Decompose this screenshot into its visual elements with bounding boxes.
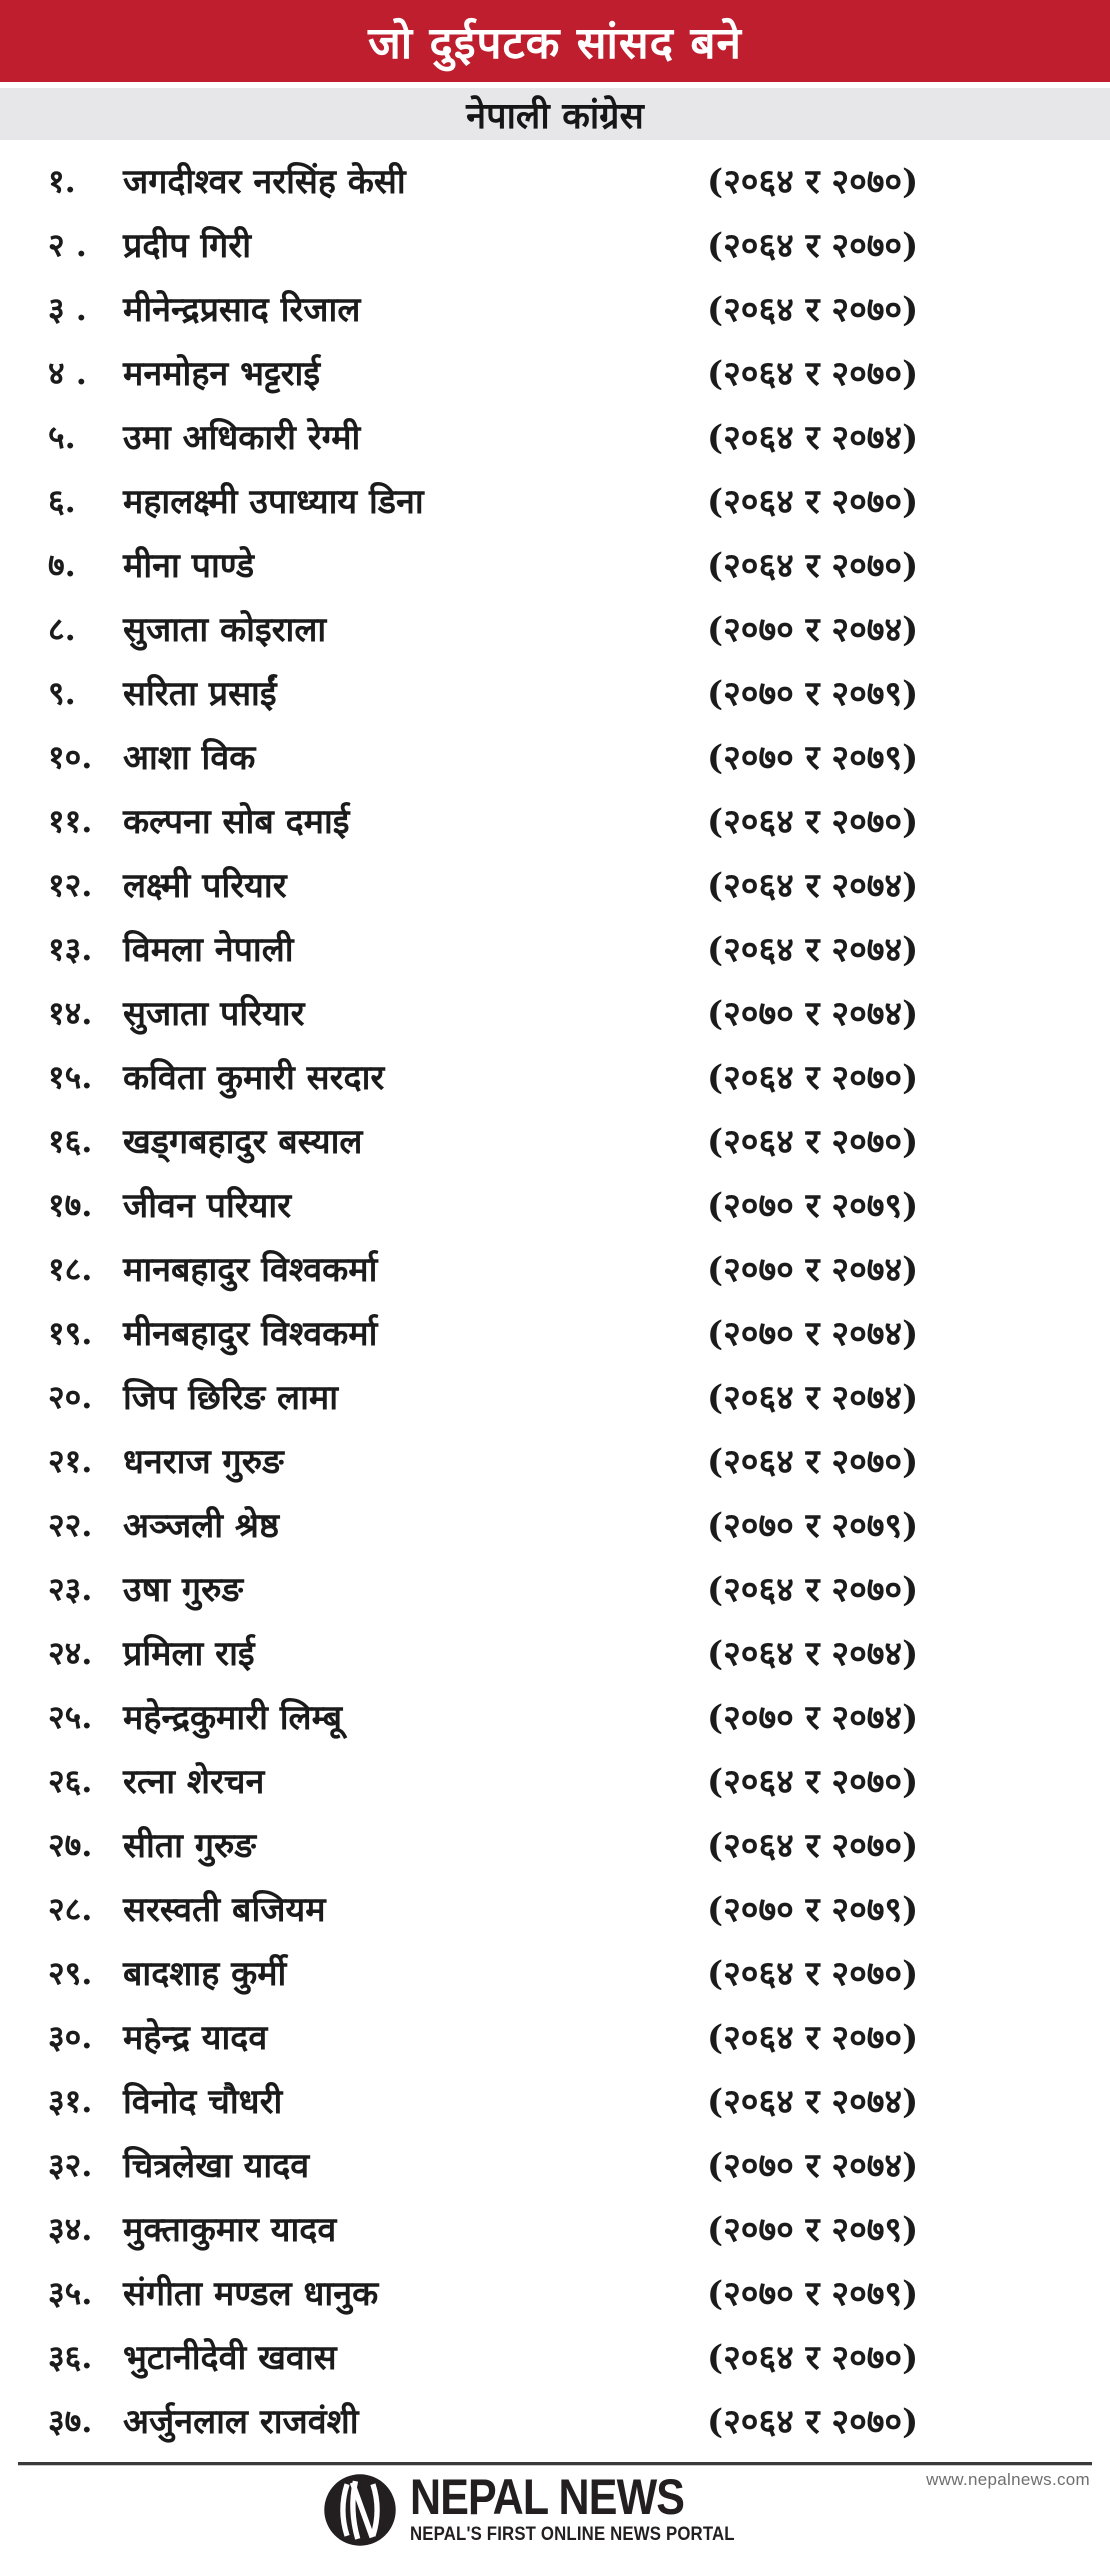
member-name: कविता कुमारी सरदार — [123, 1058, 385, 1098]
member-name: महेन्द्रकुमारी लिम्बू — [123, 1698, 343, 1738]
member-years: (२०६४ र २०७०) — [707, 162, 919, 202]
member-years: (२०६४ र २०७०) — [707, 290, 919, 330]
member-number: १७. — [48, 1185, 93, 1224]
member-years: (२०६४ र २०७४) — [707, 866, 919, 906]
member-name: भुटानीदेवी खवास — [123, 2338, 337, 2378]
member-years: (२०६४ र २०७०) — [707, 2018, 919, 2058]
member-number: २९. — [48, 1953, 93, 1992]
member-years: (२०७० र २०७९) — [707, 1890, 919, 1930]
member-number: १९. — [48, 1313, 93, 1352]
member-years: (२०७० र २०७९) — [707, 674, 919, 714]
logo-textblock — [410, 2468, 735, 2547]
member-row — [48, 2324, 1110, 2388]
member-name: जगदीश्वर नरसिंह केसी — [123, 162, 406, 202]
member-row — [48, 1812, 1110, 1876]
member-years: (२०७० र २०७९) — [707, 1506, 919, 1546]
member-row — [48, 1492, 1110, 1556]
member-number: २४. — [48, 1633, 93, 1672]
member-name: मीनेन्द्रप्रसाद रिजाल — [123, 290, 361, 330]
member-number: १४. — [48, 993, 93, 1032]
logo-tagline: NEPAL'S FIRST ONLINE NEWS PORTAL — [410, 2523, 735, 2546]
member-row — [48, 788, 1110, 852]
member-number: २६. — [48, 1761, 93, 1800]
member-name: मीनबहादुर विश्वकर्मा — [123, 1314, 378, 1354]
member-name: कल्पना सोब दमाई — [123, 802, 350, 842]
member-number: २७. — [48, 1825, 93, 1864]
member-row — [48, 852, 1110, 916]
member-years: (२०६४ र २०७०) — [707, 1954, 919, 1994]
member-name: जिप छिरिङ लामा — [123, 1378, 339, 1418]
member-row — [48, 916, 1110, 980]
member-row — [48, 2196, 1110, 2260]
member-years: (२०६४ र २०७०) — [707, 482, 919, 522]
member-row — [48, 1300, 1110, 1364]
member-years: (२०७० र २०७४) — [707, 610, 919, 650]
member-row — [48, 1172, 1110, 1236]
member-name: मनमोहन भट्टराई — [123, 354, 321, 394]
member-row — [48, 2260, 1110, 2324]
member-number: २१. — [48, 1441, 93, 1480]
member-row — [48, 660, 1110, 724]
member-years: (२०७० र २०७९) — [707, 1186, 919, 1226]
member-years: (२०६४ र २०७४) — [707, 2082, 919, 2122]
member-list — [0, 140, 1110, 2452]
member-years: (२०६४ र २०७०) — [707, 226, 919, 266]
member-name: उमा अधिकारी रेग्मी — [123, 418, 361, 458]
party-name: नेपाली कांग्रेस — [466, 94, 644, 137]
member-number: ८. — [48, 609, 76, 648]
member-years: (२०६४ र २०७०) — [707, 1442, 919, 1482]
member-name: विमला नेपाली — [123, 930, 294, 970]
member-years: (२०६४ र २०७४) — [707, 1378, 919, 1418]
member-number: ३६. — [48, 2337, 93, 2376]
member-number: ५. — [48, 417, 76, 456]
member-number: ३५. — [48, 2273, 93, 2312]
member-number: १५. — [48, 1057, 93, 1096]
member-number: ९. — [48, 673, 76, 712]
member-years: (२०७० र २०७४) — [707, 994, 919, 1034]
member-years: (२०६४ र २०७०) — [707, 546, 919, 586]
member-years: (२०७० र २०७९) — [707, 738, 919, 778]
member-years: (२०६४ र २०७४) — [707, 930, 919, 970]
member-row — [48, 724, 1110, 788]
party-header — [0, 88, 1110, 140]
member-number: ३७. — [48, 2401, 93, 2440]
member-row — [48, 1108, 1110, 1172]
member-row — [48, 1428, 1110, 1492]
member-row — [48, 468, 1110, 532]
member-row — [48, 2132, 1110, 2196]
member-years: (२०७० र २०७४) — [707, 2146, 919, 2186]
member-number: २५. — [48, 1697, 93, 1736]
member-years: (२०६४ र २०७०) — [707, 2338, 919, 2378]
member-number: २२. — [48, 1505, 93, 1544]
member-years: (२०६४ र २०७०) — [707, 802, 919, 842]
member-number: १. — [48, 161, 76, 200]
member-name: अञ्जली श्रेष्ठ — [123, 1506, 279, 1546]
member-number: १०. — [48, 737, 93, 776]
member-years: (२०७० र २०७४) — [707, 1314, 919, 1354]
member-row — [48, 1044, 1110, 1108]
member-name: मानबहादुर विश्वकर्मा — [123, 1250, 378, 1290]
member-years: (२०७० र २०७९) — [707, 2274, 919, 2314]
member-years: (२०७० र २०७९) — [707, 2210, 919, 2250]
member-row — [48, 1556, 1110, 1620]
member-number: ४ . — [48, 353, 87, 392]
member-number: ११. — [48, 801, 93, 840]
member-row — [48, 404, 1110, 468]
member-row — [48, 340, 1110, 404]
member-years: (२०६४ र २०७०) — [707, 2402, 919, 2442]
member-row — [48, 2004, 1110, 2068]
member-number: १६. — [48, 1121, 93, 1160]
member-name: महेन्द्र यादव — [123, 2018, 268, 2058]
member-row — [48, 2388, 1110, 2452]
member-number: ३१. — [48, 2081, 93, 2120]
member-name: रत्ना शेरचन — [123, 1762, 265, 1802]
member-name: अर्जुनलाल राजवंशी — [123, 2402, 359, 2442]
member-name: खड्गबहादुर बस्याल — [123, 1122, 363, 1162]
member-row — [48, 1748, 1110, 1812]
member-number: २३. — [48, 1569, 93, 1608]
member-number: ३ . — [48, 289, 87, 328]
member-row — [48, 596, 1110, 660]
member-years: (२०६४ र २०७४) — [707, 1634, 919, 1674]
member-name: प्रदीप गिरी — [123, 226, 252, 266]
member-row — [48, 1684, 1110, 1748]
member-name: धनराज गुरुङ — [123, 1442, 284, 1482]
member-name: उषा गुरुङ — [123, 1570, 244, 1610]
member-number: १३. — [48, 929, 93, 968]
member-number: ३४. — [48, 2209, 93, 2248]
logo-title: NEPAL NEWS — [410, 2468, 685, 2525]
member-years: (२०६४ र २०७०) — [707, 1122, 919, 1162]
member-years: (२०७० र २०७४) — [707, 1698, 919, 1738]
member-name: सरिता प्रसाईं — [123, 674, 277, 714]
member-row — [48, 1876, 1110, 1940]
member-name: मीना पाण्डे — [123, 546, 255, 586]
member-name: आशा विक — [123, 738, 256, 778]
member-name: संगीता मण्डल धानुक — [123, 2274, 379, 2314]
member-number: २ . — [48, 225, 87, 264]
member-row — [48, 1940, 1110, 2004]
member-row — [48, 276, 1110, 340]
member-name: सीता गुरुङ — [123, 1826, 256, 1866]
member-name: चित्रलेखा यादव — [123, 2146, 310, 2186]
banner — [0, 0, 1110, 82]
member-number: २०. — [48, 1377, 93, 1416]
member-years: (२०६४ र २०७०) — [707, 1058, 919, 1098]
member-row — [48, 2068, 1110, 2132]
member-number: २८. — [48, 1889, 93, 1928]
member-row — [48, 1364, 1110, 1428]
member-years: (२०६४ र २०७०) — [707, 1570, 919, 1610]
member-name: सुजाता परियार — [123, 994, 305, 1034]
member-name: जीवन परियार — [123, 1186, 292, 1226]
member-row — [48, 980, 1110, 1044]
member-row — [48, 1620, 1110, 1684]
member-row — [48, 1236, 1110, 1300]
member-number: ३०. — [48, 2017, 93, 2056]
member-name: बादशाह कुर्मी — [123, 1954, 287, 1994]
member-number: १८. — [48, 1249, 93, 1288]
member-row — [48, 532, 1110, 596]
member-number: १२. — [48, 865, 93, 904]
member-number: ६. — [48, 481, 76, 520]
member-number: ७. — [48, 545, 76, 584]
nepal-news-emblem-icon — [322, 2472, 398, 2548]
member-years: (२०७० र २०७४) — [707, 1250, 919, 1290]
member-number: ३२. — [48, 2145, 93, 2184]
footer-divider — [18, 2462, 1092, 2466]
member-name: मुक्ताकुमार यादव — [123, 2210, 337, 2250]
member-name: सुजाता कोइराला — [123, 610, 327, 650]
member-years: (२०६४ र २०७०) — [707, 1762, 919, 1802]
member-name: लक्ष्मी परियार — [123, 866, 287, 906]
member-years: (२०६४ र २०७४) — [707, 418, 919, 458]
member-years: (२०६४ र २०७०) — [707, 354, 919, 394]
member-name: सरस्वती बजियम — [123, 1890, 326, 1930]
member-row — [48, 212, 1110, 276]
member-years: (२०६४ र २०७०) — [707, 1826, 919, 1866]
member-row — [48, 148, 1110, 212]
member-name: प्रमिला राई — [123, 1634, 255, 1674]
website-url: www.nepalnews.com — [926, 2470, 1090, 2489]
banner-title: जो दुईपटक सांसद बने — [368, 18, 742, 69]
member-name: महालक्ष्मी उपाध्याय डिना — [123, 482, 424, 522]
member-name: विनोद चौधरी — [123, 2082, 283, 2122]
footer — [0, 2462, 1110, 2548]
